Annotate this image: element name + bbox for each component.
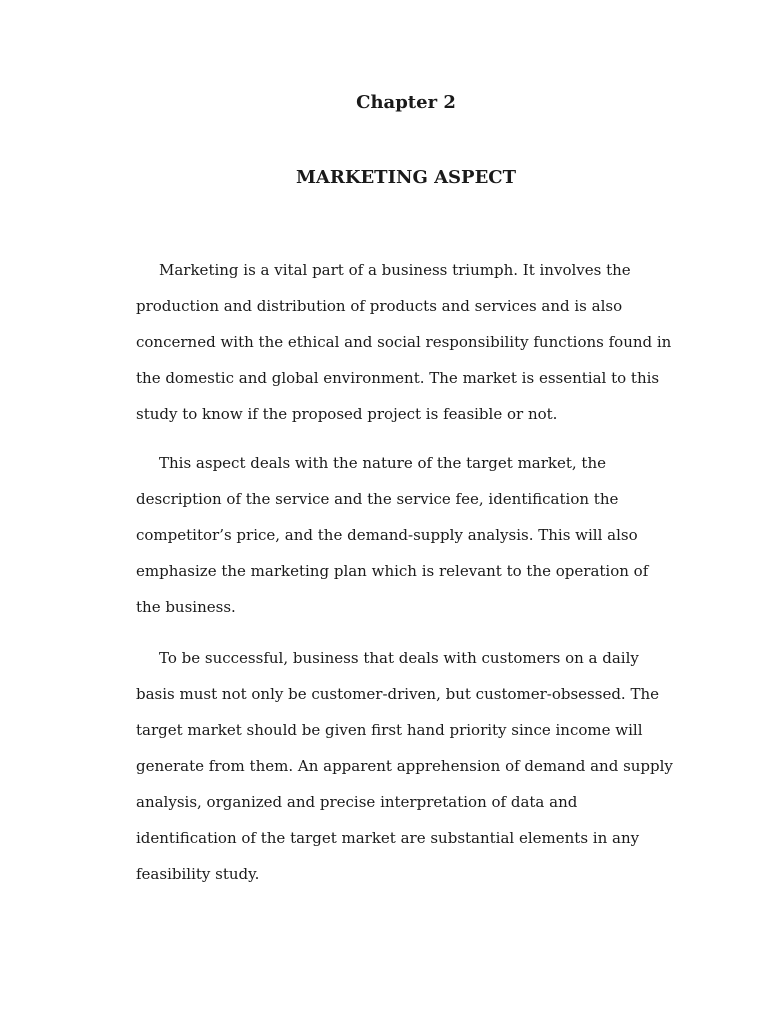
paragraph-line: production and distribution of products and services and is also: [136, 297, 623, 315]
paragraph-line: identification of the target market are substantial elements in any: [136, 829, 640, 847]
paragraph-line: description of the service and the service fee, identification the: [136, 490, 619, 508]
paragraph-line: basis must not only be customer-driven, but customer-obsessed. The: [136, 685, 660, 703]
paragraph-line: the domestic and global environment. The market is essential to this: [136, 369, 660, 387]
paragraph-line: competitor’s price, and the demand-supply analysis. This will also: [136, 526, 638, 544]
chapter-title: MARKETING ASPECT: [295, 167, 517, 188]
paragraph-line: concerned with the ethical and social responsibility functions found in: [136, 333, 672, 351]
paragraph-line: target market should be given first hand priority since income will: [136, 721, 643, 739]
paragraph-line: To be successful, business that deals with customers on a daily: [159, 649, 639, 667]
paragraph-line: study to know if the proposed project is feasible or not.: [136, 405, 558, 423]
paragraph-line: feasibility study.: [136, 865, 260, 883]
paragraph-line: generate from them. An apparent apprehension of demand and supply: [136, 757, 673, 775]
paragraph-line: the business.: [136, 598, 236, 616]
paragraph-line: This aspect deals with the nature of the target market, the: [159, 454, 606, 472]
paragraph-line: analysis, organized and precise interpretation of data and: [136, 793, 578, 811]
chapter-number: Chapter 2: [356, 92, 456, 113]
paragraph-line: emphasize the marketing plan which is relevant to the operation of: [136, 562, 649, 580]
paragraph-line: Marketing is a vital part of a business triumph. It involves the: [159, 261, 631, 279]
